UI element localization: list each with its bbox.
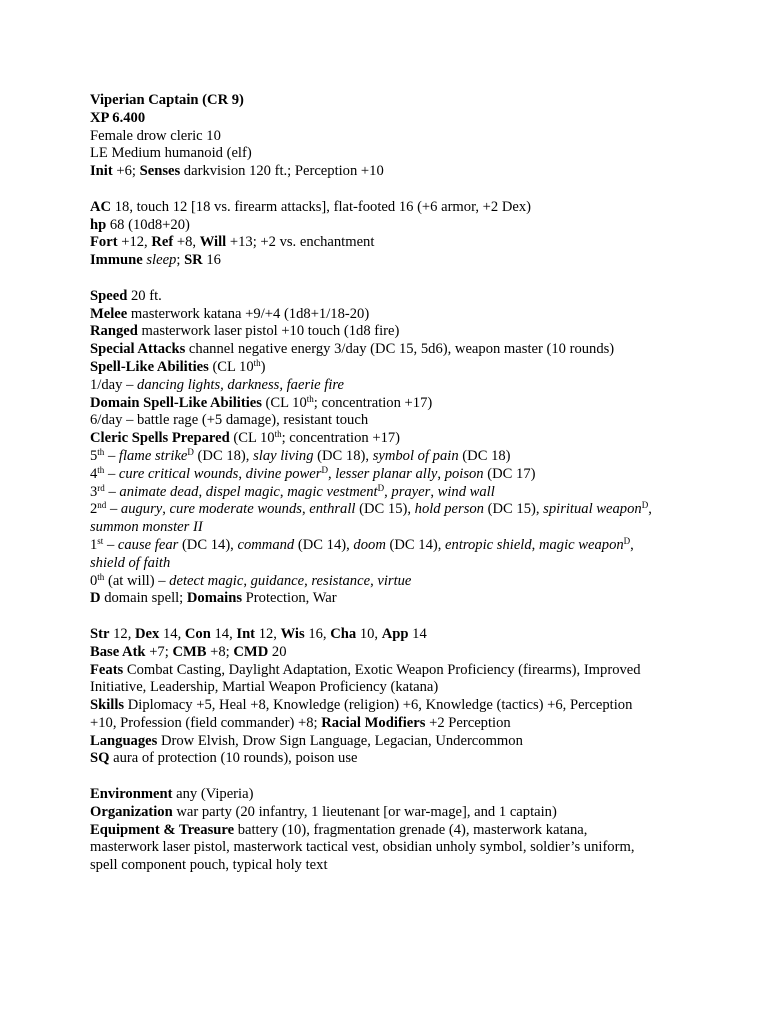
spell-name: wind wall [437, 483, 495, 500]
spell-level-3 [90, 484, 740, 502]
fort-label: Fort [90, 234, 118, 251]
dash: – [104, 447, 119, 464]
sla-spells: dancing lights, darkness, faerie fire [137, 376, 345, 393]
spell-name: spiritual weapon [543, 501, 642, 518]
spell-level-5 [90, 448, 740, 466]
stat-title [90, 92, 740, 110]
type-text: LE Medium humanoid (elf) [90, 145, 252, 162]
wis-label: Wis [280, 625, 305, 642]
separator: , [279, 483, 288, 500]
sr-value: 16 [202, 252, 221, 269]
sla-close: ) [260, 358, 266, 375]
spells-prepared-label: Cleric Spells Prepared [90, 430, 230, 447]
spell-level-4 [90, 466, 740, 484]
domains-line [90, 590, 740, 608]
domain-sla-abilities: 6/day – battle rage (+5 damage), resistant touch [90, 412, 369, 429]
ac-line [90, 199, 740, 217]
equipment-value-cont2: spell component pouch, typical holy text [90, 857, 328, 874]
dash: – [106, 501, 121, 518]
spell-dc: (DC 14), [178, 536, 238, 553]
sla-label: Spell-Like Abilities [90, 358, 209, 375]
speed-label: Speed [90, 287, 128, 304]
ranged-label: Ranged [90, 323, 138, 340]
spell-name: magic weapon [538, 536, 624, 553]
superscript: th [97, 464, 105, 475]
spell-dc: (DC 18), [313, 447, 373, 464]
senses-label: Senses [139, 163, 181, 180]
superscript: th [274, 429, 282, 440]
spell-dc: (DC 14), [294, 536, 354, 553]
melee-line [90, 306, 740, 324]
special-attacks-line [90, 341, 740, 359]
sq-value: aura of protection (10 rounds), poison use [109, 750, 358, 767]
sla-1day-line [90, 377, 740, 395]
con-value: 14, [210, 625, 237, 642]
saves-line [90, 234, 740, 252]
domain-sla-label: Domain Spell-Like Abilities [90, 394, 262, 411]
spell-level-2 [90, 501, 740, 519]
domain-sla-line [90, 395, 740, 413]
senses-value: darkvision 120 ft.; Perception +10 [180, 163, 384, 180]
equipment-value-cont: masterwork laser pistol, masterwork tactical vest, obsidian unholy symbol, soldier’s uniform, [90, 839, 635, 856]
spell-level-1 [90, 537, 740, 555]
separator: , [531, 536, 539, 553]
spell-name: lesser planar ally [335, 465, 438, 482]
domain-marker-label: D [90, 590, 101, 607]
spell-name: entropic shield [445, 536, 532, 553]
feats-value: Combat Casting, Daylight Adaptation, Exotic Weapon Proficiency (firearms), Improved [123, 661, 641, 678]
immune-value: sleep [146, 252, 177, 269]
spell-name: doom [353, 536, 386, 553]
ref-label: Ref [151, 234, 174, 251]
spacer [90, 768, 740, 786]
spacer [90, 270, 740, 288]
separator: , [162, 501, 170, 518]
stat-block [90, 92, 740, 875]
ac-label: AC [90, 198, 112, 215]
dash: – [104, 465, 119, 482]
melee-value: masterwork katana +9/+4 (1d8+1/18-20) [127, 305, 370, 322]
skills-label: Skills [90, 697, 125, 714]
spell-name: divine power [245, 465, 322, 482]
separator: , [370, 572, 378, 589]
spell-name: cause fear [117, 536, 179, 553]
spell-name: summon monster II [90, 519, 203, 536]
skills-value-cont: +10, Profession (field commander) +8; [90, 714, 322, 731]
ac-value: 18, touch 12 [18 vs. firearm attacks], flat-footed 16 (+6 armor, +2 Dex) [111, 198, 532, 215]
domain-marker: D [641, 500, 649, 511]
equipment-line-cont2 [90, 857, 740, 875]
feats-line-cont [90, 679, 740, 697]
separator: , [301, 501, 310, 518]
cha-label: Cha [330, 625, 357, 642]
will-label: Will [199, 234, 227, 251]
bab-label: Base Atk [90, 643, 146, 660]
immune-line [90, 252, 740, 270]
spell-dc: (DC 17) [483, 465, 536, 482]
dash: – [104, 483, 120, 500]
spells-prepared-line [90, 430, 740, 448]
equipment-label: Equipment & Treasure [90, 821, 235, 838]
spell-name: slay living [253, 447, 314, 464]
languages-line [90, 733, 740, 751]
creature-name: Viperian Captain (CR 9) [90, 92, 244, 108]
special-attacks-value: channel negative energy 3/day (DC 15, 5d6), weapon master (10 rounds) [185, 341, 615, 358]
skills-value: Diplomacy +5, Heal +8, Knowledge (religion) +6, Knowledge (tactics) +6, Perception [124, 697, 633, 714]
speed-value: 20 ft. [127, 287, 162, 304]
racial-modifiers-label: Racial Modifiers [321, 714, 426, 731]
domain-marker: D [377, 482, 385, 493]
level-num: 4 [90, 465, 98, 482]
ref-value: +8, [173, 234, 200, 251]
separator: , [304, 572, 312, 589]
ranged-value: masterwork laser pistol +10 touch (1d8 fire) [137, 323, 400, 340]
spell-dc: (DC 14), [385, 536, 446, 553]
organization-label: Organization [90, 803, 173, 820]
feats-value-cont: Initiative, Leadership, Martial Weapon Proficiency (katana) [90, 679, 439, 696]
dex-label: Dex [135, 625, 160, 642]
skills-line-cont [90, 715, 740, 733]
spacer [90, 608, 740, 626]
spell-name: hold person [414, 501, 484, 518]
equipment-value: battery (10), fragmentation grenade (4), masterwork katana, [234, 821, 588, 838]
languages-label: Languages [90, 732, 158, 749]
racial-modifiers-value: +2 Perception [425, 714, 511, 731]
separator: , [384, 483, 392, 500]
int-value: 12, [255, 625, 281, 642]
int-label: Int [236, 625, 256, 642]
str-label: Str [90, 625, 110, 642]
spell-name: guidance [250, 572, 305, 589]
spell-name: flame strike [118, 447, 188, 464]
init-value: +6; [112, 163, 140, 180]
domains-label: Domains [186, 590, 243, 607]
sla-cl: (CL 10 [208, 358, 254, 375]
type-line [90, 145, 740, 163]
class-text: Female drow cleric 10 [90, 127, 221, 144]
sq-label: SQ [90, 750, 110, 767]
at-will: (at will) – [104, 572, 170, 589]
level-num: 0 [90, 572, 98, 589]
bab-value: +7; [145, 643, 173, 660]
cmb-value: +8; [206, 643, 234, 660]
spell-name: enthrall [309, 501, 356, 518]
hp-label: hp [90, 216, 107, 233]
skills-line [90, 697, 740, 715]
spell-name: augury [120, 501, 163, 518]
spell-name: poison [444, 465, 484, 482]
spell-dc: (DC 18) [458, 447, 511, 464]
sla-line [90, 359, 740, 377]
spell-level-0 [90, 573, 740, 591]
wis-value: 16, [304, 625, 331, 642]
environment-label: Environment [90, 786, 173, 803]
level-num: 2 [90, 501, 98, 518]
level-num: 3 [90, 483, 98, 500]
separator: , [327, 465, 336, 482]
superscript: th [97, 571, 105, 582]
spell-name: cure moderate wounds [169, 501, 302, 518]
cmb-label: CMB [172, 643, 207, 660]
domain-sla-6day-line [90, 412, 740, 430]
domain-spell-text: domain spell; [100, 590, 187, 607]
init-line [90, 163, 740, 181]
xp-line [90, 110, 740, 128]
domain-marker: D [187, 446, 194, 457]
special-attacks-label: Special Attacks [90, 341, 186, 358]
dash: – [103, 536, 118, 553]
hp-line [90, 217, 740, 235]
spell-dc: (DC 18), [193, 447, 254, 464]
organization-value: war party (20 infantry, 1 lieutenant [or war-mage], and 1 captain) [172, 803, 557, 820]
spell-name: command [237, 536, 295, 553]
spell-name: shield of faith [90, 554, 171, 571]
sla-freq: 1/day – [90, 376, 138, 393]
spell-name: prayer [391, 483, 431, 500]
melee-label: Melee [90, 305, 128, 322]
separator: , [648, 501, 652, 518]
spell-name: symbol of pain [372, 447, 459, 464]
will-value: +13; +2 vs. enchantment [226, 234, 375, 251]
domain-sla-conc: ; concentration +17) [313, 394, 433, 411]
spell-name: animate dead [119, 483, 199, 500]
spells-conc: ; concentration +17) [281, 430, 401, 447]
str-value: 12, [109, 625, 136, 642]
spell-level-2-cont [90, 519, 740, 537]
separator: , [238, 465, 246, 482]
domain-sla-cl: (CL 10 [261, 394, 307, 411]
immune-label: Immune [90, 252, 143, 269]
domain-marker: D [623, 535, 631, 546]
separator: , [430, 483, 438, 500]
feats-line [90, 662, 740, 680]
con-label: Con [184, 625, 211, 642]
cmd-value: 20 [268, 643, 287, 660]
spacer [90, 181, 740, 199]
spell-name: dispel magic [205, 483, 280, 500]
separator: , [243, 572, 251, 589]
environment-line [90, 786, 740, 804]
domain-marker: D [321, 464, 328, 475]
sq-line [90, 750, 740, 768]
separator: , [198, 483, 206, 500]
spell-level-1-cont [90, 555, 740, 573]
languages-value: Drow Elvish, Drow Sign Language, Legacian, Undercommon [157, 732, 523, 749]
superscript: th [253, 357, 261, 368]
superscript: th [306, 393, 314, 404]
level-num: 5 [90, 447, 98, 464]
ability-scores-line [90, 626, 740, 644]
spell-name: magic vestment [287, 483, 378, 500]
spell-name: resistance [311, 572, 371, 589]
superscript: nd [97, 500, 107, 511]
spell-name: cure critical wounds [118, 465, 239, 482]
app-value: 14 [408, 625, 427, 642]
immune-sep2: ; [176, 252, 185, 269]
hp-value: 68 (10d8+20) [106, 216, 190, 233]
domains-value: Protection, War [242, 590, 337, 607]
superscript: rd [97, 482, 105, 493]
sr-label: SR [184, 252, 203, 269]
fort-value: +12, [117, 234, 152, 251]
organization-line [90, 804, 740, 822]
spell-name: detect magic [169, 572, 244, 589]
ranged-line [90, 323, 740, 341]
spell-name: virtue [377, 572, 412, 589]
separator: , [437, 465, 445, 482]
combat-stats-line [90, 644, 740, 662]
superscript: th [97, 446, 105, 457]
separator: , [630, 536, 634, 553]
spells-cl: (CL 10 [229, 430, 275, 447]
app-label: App [381, 625, 409, 642]
xp-value: XP 6.400 [90, 109, 146, 126]
environment-value: any (Viperia) [172, 786, 254, 803]
superscript: st [97, 535, 104, 546]
spell-dc: (DC 15), [355, 501, 415, 518]
speed-line [90, 288, 740, 306]
cha-value: 10, [356, 625, 382, 642]
init-label: Init [90, 163, 113, 180]
spell-dc: (DC 15), [483, 501, 544, 518]
dex-value: 14, [159, 625, 185, 642]
class-line [90, 128, 740, 146]
level-num: 1 [90, 536, 98, 553]
cmd-label: CMD [233, 643, 269, 660]
equipment-line [90, 822, 740, 840]
feats-label: Feats [90, 661, 124, 678]
equipment-line-cont [90, 839, 740, 857]
